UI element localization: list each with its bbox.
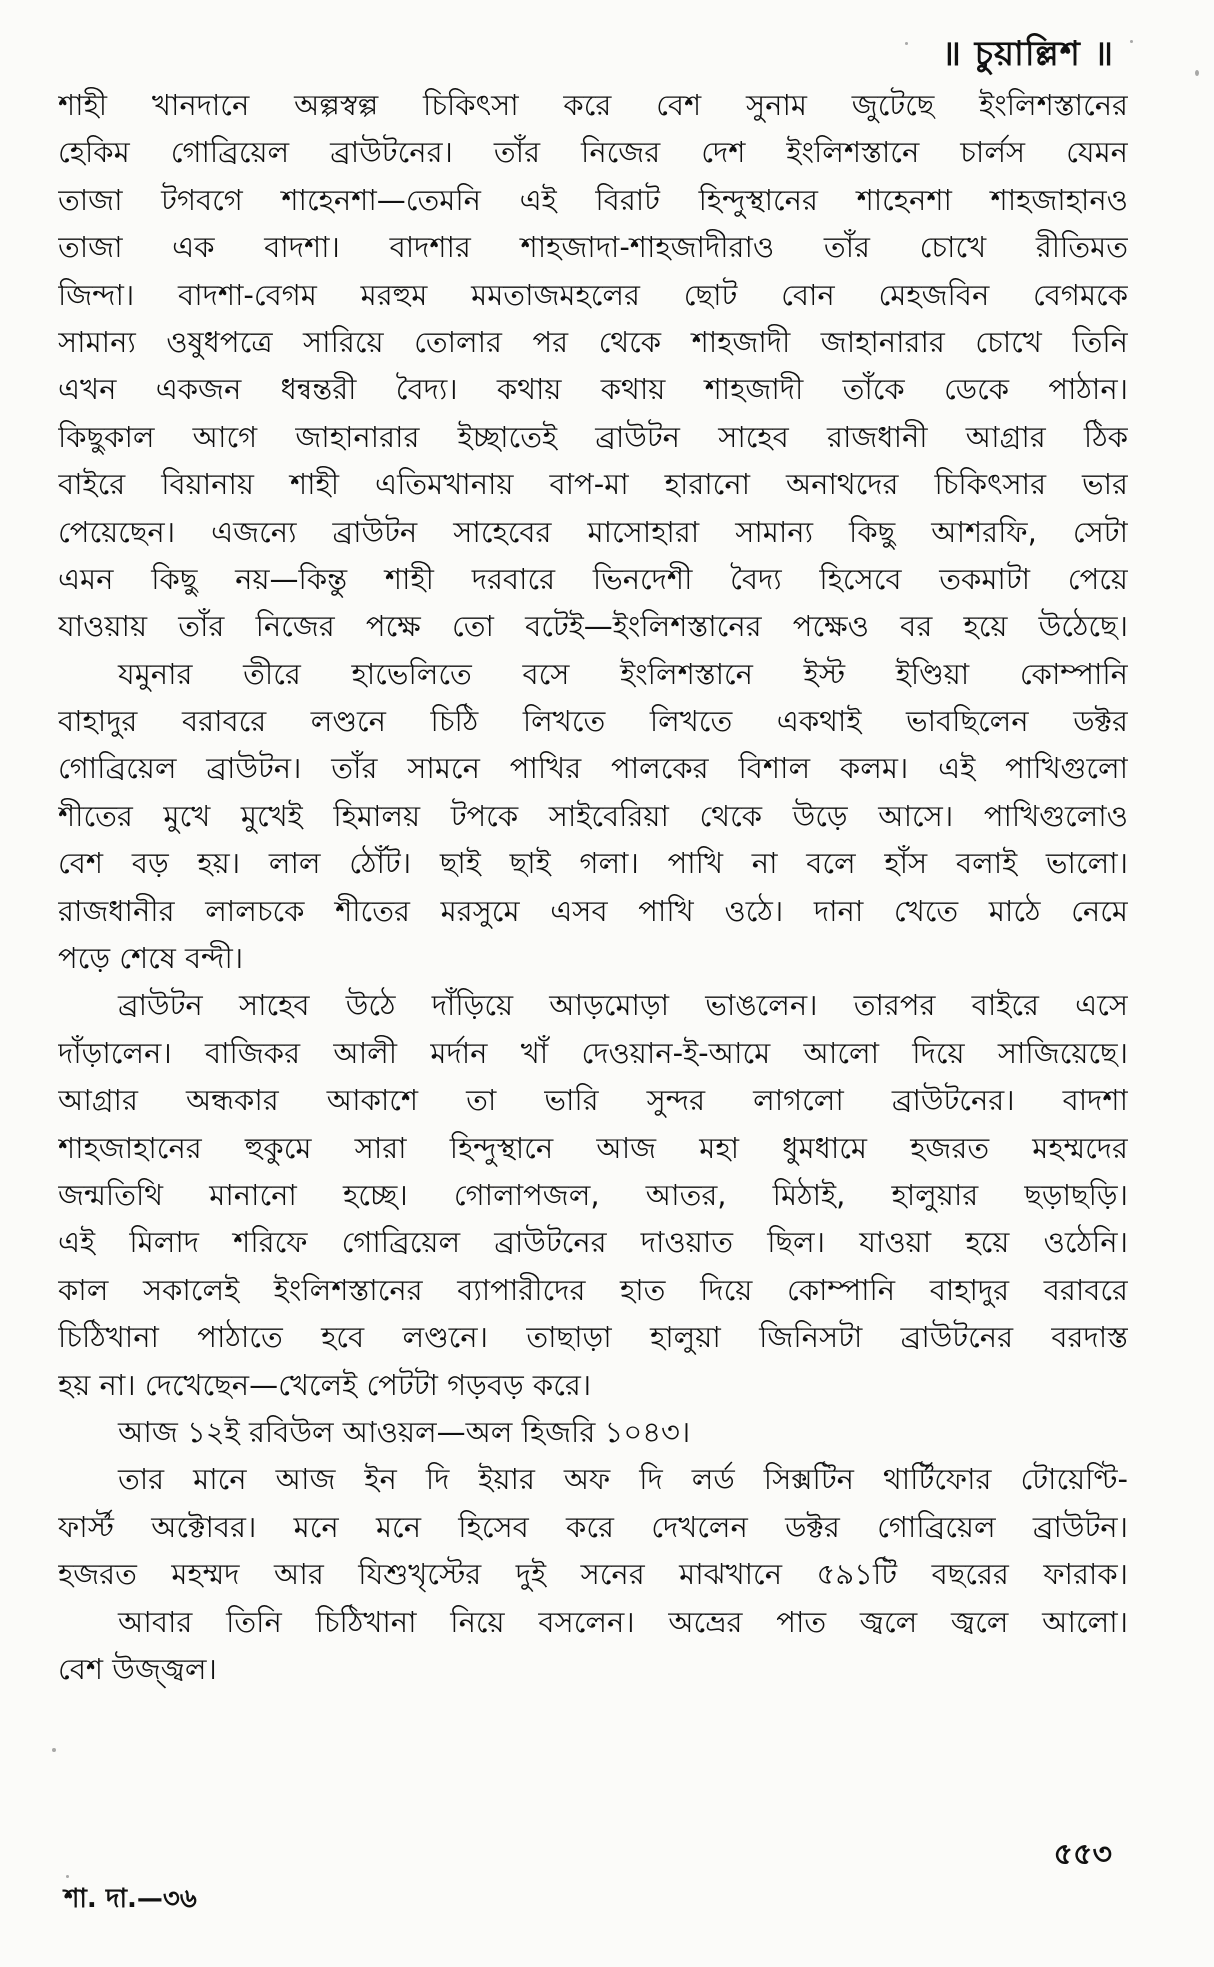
text-line: যাওয়ায় তাঁর নিজের পক্ষে তো বটেই—ইংলিশস্তানের পক্ষেও বর হয়ে উঠেছে। [58,609,1128,644]
scan-speck [66,1875,69,1878]
text-line: তাজা টগবগে শাহেনশা—তেমনি এই বিরাট হিন্দুস্থানের শাহেনশা শাহজাহানও [58,182,1128,217]
body-text [58,82,1128,1693]
text-line: গোব্রিয়েল ব্রাউটন। তাঁর সামনে পাখির পালকের বিশাল কলম। এই পাখিগুলো [58,751,1128,786]
text-line: বেশ বড় হয়। লাল ঠোঁট। ছাই ছাই গলা। পাখি না বলে হাঁস বলাই ভালো। [58,846,1128,881]
text-line: শীতের মুখে মুখেই হিমালয় টপকে সাইবেরিয়া থেকে উড়ে আসে। পাখিগুলোও [58,798,1128,833]
text-line: রাজধানীর লালচকে শীতের মরসুমে এসব পাখি ওঠে। দানা খেতে মাঠে নেমে [58,893,1128,928]
text-line: ব্রাউটন সাহেব উঠে দাঁড়িয়ে আড়মোড়া ভাঙলেন। তারপর বাইরে এসে [118,988,1128,1023]
text-line: হয় না। দেখেছেন—খেলেই পেটটা গড়বড় করে। [58,1367,592,1402]
text-line: সামান্য ওষুধপত্রে সারিয়ে তোলার পর থেকে শাহজাদী জাহানারার চোখে তিনি [58,324,1128,359]
text-line: বাইরে বিয়ানায় শাহী এতিমখানায় বাপ-মা হারানো অনাথদের চিকিৎসার ভার [58,467,1128,502]
text-line: দাঁড়ালেন। বাজিকর আলী মর্দান খাঁ দেওয়ান-ই-আমে আলো দিয়ে সাজিয়েছে। [58,1035,1128,1070]
text-line: এই মিলাদ শরিফে গোব্রিয়েল ব্রাউটনের দাওয়াত ছিল। যাওয়া হয়ে ওঠেনি। [58,1225,1128,1260]
text-line: পড়ে শেষে বন্দী। [58,941,244,976]
scan-speck [1130,40,1133,43]
scan-speck [1195,70,1199,76]
text-line: আগ্রার অন্ধকার আকাশে তা ভারি সুন্দর লাগলো ব্রাউটনের। বাদশা [58,1083,1128,1118]
text-line: জিন্দা। বাদশা-বেগম মরহুম মমতাজমহলের ছোট বোন মেহজবিন বেগমকে [58,277,1128,312]
text-line: পেয়েছেন। এজন্যে ব্রাউটন সাহেবের মাসোহারা সামান্য কিছু আশরফি, সেটা [58,514,1128,549]
text-line: ফার্স্ট অক্টোবর। মনে মনে হিসেব করে দেখলেন ডক্টর গোব্রিয়েল ব্রাউটন। [58,1509,1128,1544]
text-line: তার মানে আজ ইন দি ইয়ার অফ দি লর্ড সিক্সটিন থার্টিফোর টোয়েণ্টি- [118,1462,1128,1497]
text-line: চিঠিখানা পাঠাতে হবে লণ্ডনে। তাছাড়া হালুয়া জিনিসটা ব্রাউটনের বরদাস্ত [58,1320,1128,1355]
text-line: যমুনার তীরে হাভেলিতে বসে ইংলিশস্তানে ইস্ট ইণ্ডিয়া কোম্পানি [118,656,1128,691]
scan-speck [905,42,908,45]
text-line: বাহাদুর বরাবরে লণ্ডনে চিঠি লিখতে লিখতে একথাই ভাবছিলেন ডক্টর [58,704,1128,739]
text-line: এখন একজন ধন্বন্তরী বৈদ্য। কথায় কথায় শাহজাদী তাঁকে ডেকে পাঠান। [58,372,1128,407]
text-line: বেশ উজ্জ্বল। [58,1651,217,1686]
printer-signature-mark: শা. দা.—৩৬ [64,1884,197,1914]
text-line: জন্মতিথি মানানো হচ্ছে। গোলাপজল, আতর, মিঠাই, হালুয়ার ছড়াছড়ি। [58,1177,1128,1212]
text-line: কিছুকাল আগে জাহানারার ইচ্ছাতেই ব্রাউটন সাহেব রাজধানী আগ্রার ঠিক [58,419,1128,454]
page-number: ৫৫৩ [1053,1837,1112,1872]
text-line: এমন কিছু নয়—কিন্তু শাহী দরবারে ভিনদেশী বৈদ্য হিসেবে তকমাটা পেয়ে [58,561,1128,596]
text-line: আজ ১২ই রবিউল আওয়ল—অল হিজরি ১০৪৩। [118,1414,691,1449]
text-line: তাজা এক বাদশা। বাদশার শাহজাদা-শাহজাদীরাও তাঁর চোখে রীতিমত [58,230,1128,265]
chapter-title: ॥ চুয়াল্লিশ ॥ [941,34,1114,74]
scan-speck [52,1748,56,1752]
text-line: হেকিম গোব্রিয়েল ব্রাউটনের। তাঁর নিজের দেশ ইংলিশস্তানে চার্লস যেমন [58,135,1128,170]
text-line: শাহী খানদানে অল্পস্বল্প চিকিৎসা করে বেশ সুনাম জুটেছে ইংলিশস্তানের [58,88,1128,122]
text-line: আবার তিনি চিঠিখানা নিয়ে বসলেন। অভ্রের পাত জ্বলে জ্বলে আলো। [118,1604,1128,1639]
text-line: কাল সকালেই ইংলিশস্তানের ব্যাপারীদের হাত দিয়ে কোম্পানি বাহাদুর বরাবরে [58,1272,1128,1307]
text-line: হজরত মহম্মদ আর যিশুখৃস্টের দুই সনের মাঝখানে ৫৯১টি বছরের ফারাক। [58,1557,1128,1592]
text-line: শাহজাহানের হুকুমে সারা হিন্দুস্থানে আজ মহা ধুমধামে হজরত মহম্মদের [58,1130,1128,1165]
